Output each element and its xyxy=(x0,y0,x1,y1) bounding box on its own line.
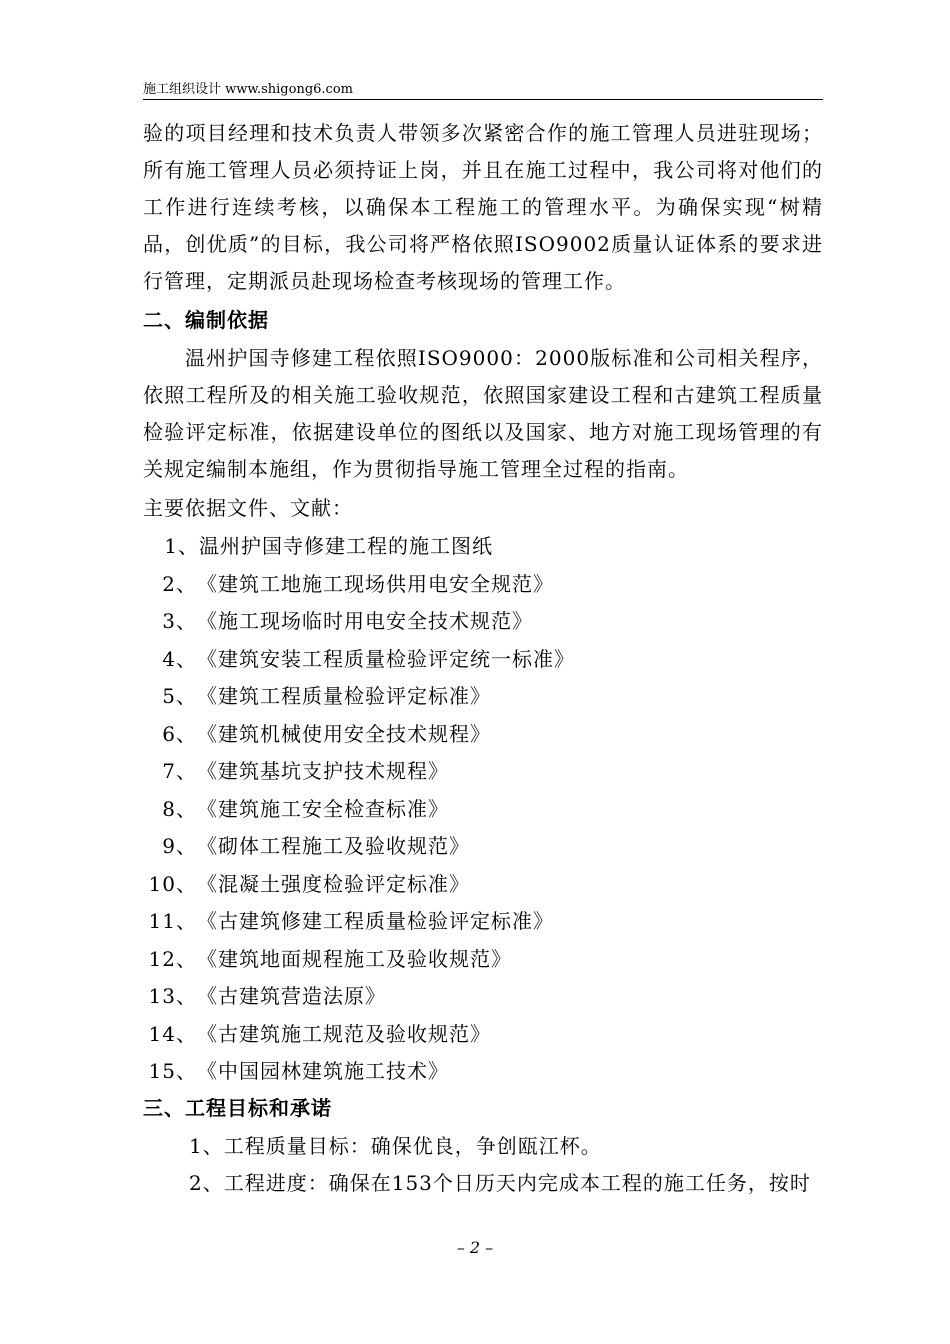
reference-item xyxy=(141,903,554,940)
reference-item xyxy=(141,1053,449,1090)
reference-number: 1、 xyxy=(164,534,199,558)
reference-item xyxy=(141,716,491,753)
reference-number: 15、 xyxy=(148,1059,197,1083)
reference-title: 温州护国寺修建工程的施工图纸 xyxy=(199,534,493,558)
reference-title: 《建筑工程质量检验评定标准》 xyxy=(197,684,491,708)
reference-number: 5、 xyxy=(162,684,197,708)
reference-title: 《建筑地面规程施工及验收规范》 xyxy=(197,947,512,971)
reference-item xyxy=(141,828,470,865)
reference-title: 《施工现场临时用电安全技术规范》 xyxy=(197,609,533,633)
page-header: 施工组织设计 www.shigong6.com xyxy=(143,82,353,97)
section-heading-basis: 二、编制依据 xyxy=(143,308,269,332)
page-number: – 2 – xyxy=(456,1238,494,1257)
reference-title: 《砌体工程施工及验收规范》 xyxy=(197,834,470,858)
reference-title: 《建筑机械使用安全技术规程》 xyxy=(197,722,491,746)
reference-title: 《混凝土强度检验评定标准》 xyxy=(197,872,470,896)
references-title: 主要依据文件、文献： xyxy=(143,496,353,520)
reference-item xyxy=(141,603,533,640)
reference-number: 7、 xyxy=(162,759,197,783)
reference-item xyxy=(141,1016,491,1053)
reference-number: 11、 xyxy=(148,909,197,933)
reference-item xyxy=(141,941,512,978)
reference-item xyxy=(143,528,493,565)
reference-number: 13、 xyxy=(148,984,197,1008)
reference-title: 《建筑工地施工现场供用电安全规范》 xyxy=(197,572,554,596)
goal-quality: 1、工程质量目标：确保优良，争创瓯江杯。 xyxy=(189,1134,602,1158)
reference-number: 4、 xyxy=(162,647,197,671)
reference-number: 9、 xyxy=(162,834,197,858)
reference-number: 10、 xyxy=(148,872,197,896)
reference-item xyxy=(141,753,449,790)
reference-item xyxy=(141,866,470,903)
reference-item xyxy=(141,978,386,1015)
reference-title: 《古建筑修建工程质量检验评定标准》 xyxy=(197,909,554,933)
paragraph-basis: 温州护国寺修建工程依照ISO9000：2000版标准和公司相关程序，依照工程所及的相关施工验收规范，依照国家建设工程和古建筑工程质量检验评定标准，依据建设单位的图纸以及国家、地方对施工现场管理的有关规定编制本施组，作为贯彻指导施工管理全过程的指南。 xyxy=(143,346,823,481)
reference-title: 《古建筑营造法原》 xyxy=(197,984,386,1008)
reference-number: 14、 xyxy=(148,1022,197,1046)
reference-title: 《建筑基坑支护技术规程》 xyxy=(197,759,449,783)
reference-item xyxy=(141,566,554,603)
goal-schedule: 2、工程进度：确保在153个日历天内完成本工程的施工任务，按时 xyxy=(189,1171,811,1195)
reference-title: 《中国园林建筑施工技术》 xyxy=(197,1059,449,1083)
reference-number: 2、 xyxy=(162,572,197,596)
reference-number: 8、 xyxy=(162,797,197,821)
reference-number: 3、 xyxy=(162,609,197,633)
reference-title: 《建筑施工安全检查标准》 xyxy=(197,797,449,821)
reference-title: 《建筑安装工程质量检验评定统一标准》 xyxy=(197,647,575,671)
section-heading-goals: 三、工程目标和承诺 xyxy=(143,1096,332,1120)
reference-title: 《古建筑施工规范及验收规范》 xyxy=(197,1022,491,1046)
paragraph-intro-continued: 验的项目经理和技术负责人带领多次紧密合作的施工管理人员进驻现场；所有施工管理人员必须持证上岗，并且在施工过程中，我公司将对他们的工作进行连续考核，以确保本工程施工的管理水平。为确保实现“树精品，创优质”的目标，我公司将严格依照ISO9002质量认证体系的要求进行管理，定期派员赴现场检查考核现场的管理工作。 xyxy=(143,121,823,293)
reference-item xyxy=(141,641,575,678)
reference-item xyxy=(141,791,449,828)
reference-number: 12、 xyxy=(148,947,197,971)
header-rule xyxy=(143,99,823,100)
reference-item xyxy=(141,678,491,715)
reference-number: 6、 xyxy=(162,722,197,746)
